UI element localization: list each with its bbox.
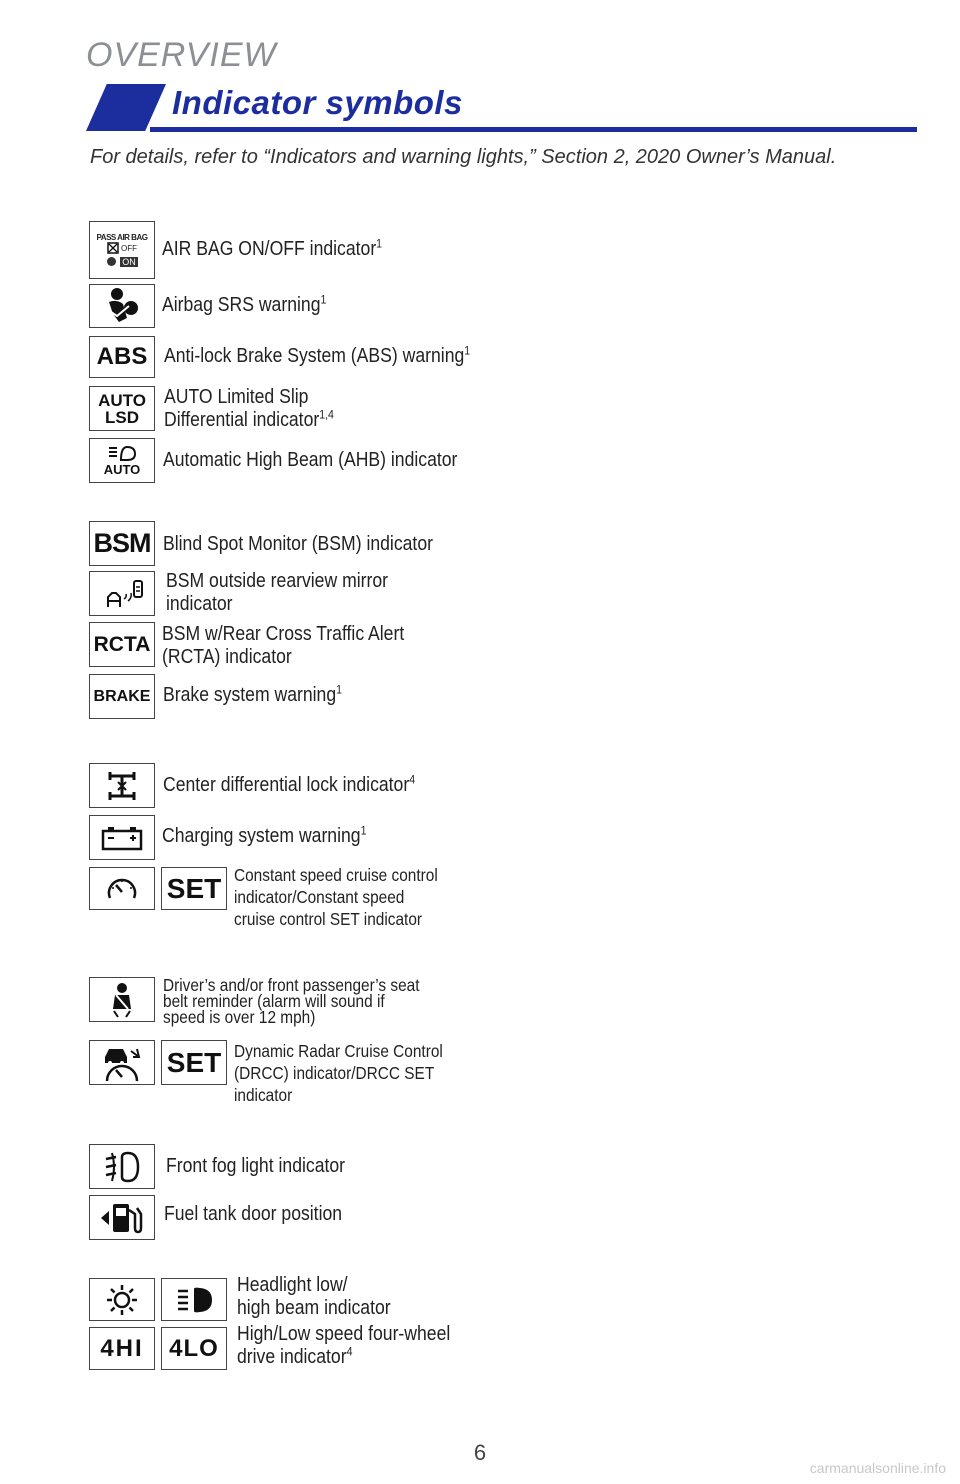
drcc-set-icon: SET — [161, 1040, 227, 1085]
label-abs: Anti-lock Brake System (ABS) warning$^1$ — [164, 343, 471, 367]
label-headlight: Headlight low/ high beam indicator — [237, 1274, 391, 1319]
headlight-low-icon — [89, 1278, 155, 1321]
page-number: 6 — [473, 1440, 487, 1465]
label-fog: Front fog light indicator — [166, 1155, 346, 1177]
bsm-icon: BSM — [89, 521, 155, 566]
charging-icon — [89, 815, 155, 860]
watermark: carmanualsonline.info — [809, 1460, 946, 1476]
label-lsd: AUTO Limited Slip Differential indicator$^{1,4}$ — [164, 386, 334, 431]
ahb-icon: AUTO — [89, 438, 155, 483]
label-bsm-mirror: BSM outside rearview mirror indicator — [166, 570, 389, 615]
label-4wd: High/Low speed four-wheel drive indicator$^4$ — [237, 1323, 451, 1368]
brake-icon: BRAKE — [89, 674, 155, 719]
headlight-high-icon — [161, 1278, 227, 1321]
airbag-off-text: OFF — [121, 243, 137, 253]
label-rcta: BSM w/Rear Cross Traffic Alert (RCTA) indicator — [162, 623, 405, 668]
fuel-door-icon — [89, 1195, 155, 1240]
seat-icon — [107, 242, 119, 254]
4hi-icon: 4HI — [89, 1327, 155, 1370]
cruise-icon — [89, 867, 155, 910]
headlamp-icon — [107, 445, 137, 463]
label-center-diff: Center differential lock indicator$^4$ — [163, 772, 416, 796]
label-airbag-srs: Airbag SRS warning$^1$ — [162, 292, 327, 316]
rcta-icon: RCTA — [89, 622, 155, 667]
label-cruise: Constant speed cruise control indicator/Constant speed cruise control SET indicator — [234, 865, 438, 929]
title-rule — [150, 127, 917, 132]
airbag-onoff-icon — [89, 221, 155, 279]
seat-small-icon — [106, 256, 117, 267]
airbag-on-text: ON — [122, 256, 136, 267]
bsm-mirror-icon — [89, 571, 155, 616]
speedometer-icon — [105, 874, 139, 904]
intro-text: For details, refer to “Indicators and warning lights,” Section 2, 2020 Owner’s Manual. — [90, 146, 837, 168]
fog-light-icon — [89, 1144, 155, 1189]
label-seatbelt: Driver’s and/or front passenger’s seat belt reminder (alarm will sound if speed is over 12 mph) — [163, 975, 420, 1027]
cruise-set-icon: SET — [161, 867, 227, 910]
label-airbag-onoff: AIR BAG ON/OFF indicator$^1$ — [162, 236, 383, 260]
airbag-top-text: PASS AIR BAG — [96, 233, 148, 242]
label-fuel: Fuel tank door position — [164, 1203, 343, 1225]
sun-icon — [105, 1283, 139, 1317]
airbag-srs-icon — [89, 284, 155, 328]
section-label: OVERVIEW — [86, 36, 277, 74]
label-bsm: Blind Spot Monitor (BSM) indicator — [163, 533, 433, 555]
abs-icon: ABS — [89, 336, 155, 378]
radar-car-icon — [97, 1043, 147, 1083]
label-brake: Brake system warning$^1$ — [163, 682, 343, 706]
seatbelt-icon — [89, 977, 155, 1022]
page-title: Indicator symbols — [172, 84, 463, 121]
label-drcc: Dynamic Radar Cruise Control (DRCC) indicator/DRCC SET indicator — [234, 1041, 443, 1105]
auto-lsd-icon: AUTO LSD — [89, 386, 155, 431]
battery-icon — [100, 824, 144, 852]
4lo-icon: 4LO — [161, 1327, 227, 1370]
drcc-icon — [89, 1040, 155, 1085]
center-diff-icon — [89, 763, 155, 808]
label-charging: Charging system warning$^1$ — [162, 823, 367, 847]
label-ahb: Automatic High Beam (AHB) indicator — [163, 449, 458, 471]
title-tab — [86, 84, 166, 131]
